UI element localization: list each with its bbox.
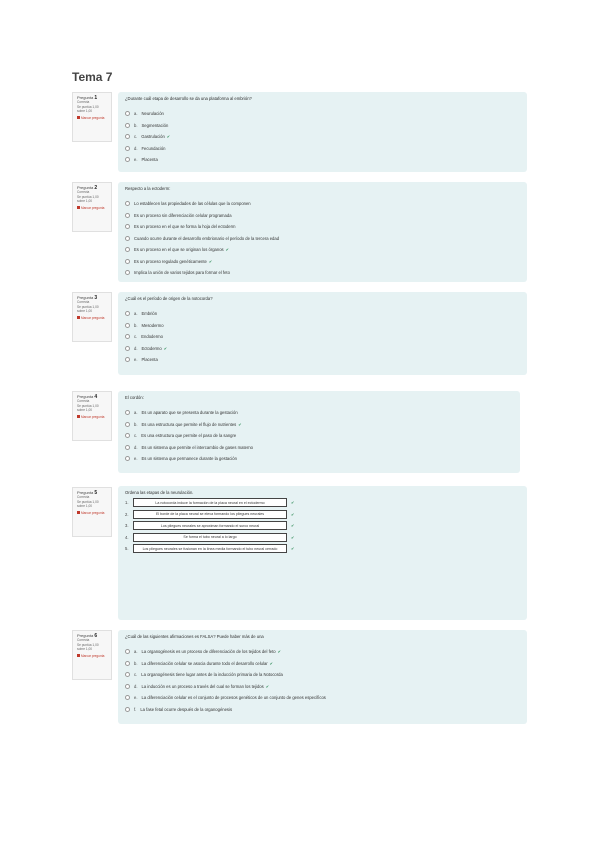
radio-icon[interactable] (125, 157, 130, 162)
question-box-2 (118, 182, 527, 282)
flag-question-link[interactable]: Marcar pregunta (77, 116, 107, 120)
check-icon: ✔ (291, 500, 295, 506)
checkbox-icon[interactable] (125, 684, 130, 689)
question-score: Se puntúa 1,00 sobre 1,00 (77, 499, 99, 509)
checkbox-icon[interactable] (125, 672, 130, 677)
answer-option[interactable]: Es un proceso en el que se originan los órganos ✔ (125, 244, 520, 256)
check-icon: ✔ (269, 660, 274, 666)
check-icon: ✔ (277, 649, 282, 655)
check-icon: ✔ (291, 523, 295, 529)
question-status: Correcta (77, 300, 90, 305)
drag-box[interactable]: La notocorda induce la formación de la placa neural en el ectodermo (133, 498, 287, 507)
check-icon: ✔ (208, 258, 213, 264)
answer-option[interactable]: e. La diferenciación celular es el conjunto de procesos genéticos de un conjunto de genes específicos (125, 692, 520, 704)
checkbox-icon[interactable] (125, 247, 130, 252)
answer-option[interactable]: Implica la unión de varios tejidos para formar el feto (125, 267, 520, 279)
radio-icon[interactable] (125, 445, 130, 450)
radio-icon[interactable] (125, 111, 130, 116)
answer-option[interactable]: f. La fase fetal ocurre después de la organogénesis (125, 704, 520, 716)
radio-icon[interactable] (125, 334, 130, 339)
answer-option[interactable]: Lo establecen las propiedades de las células que la componen (125, 198, 520, 210)
flag-icon (77, 206, 80, 209)
question-number: Pregunta 6 (77, 633, 98, 639)
question-status: Correcta (77, 399, 90, 404)
radio-icon[interactable] (125, 134, 130, 139)
answer-option[interactable]: c. Es una estructura que permite el paso de la sangre (125, 430, 513, 442)
question-box-1 (118, 92, 527, 172)
checkbox-icon[interactable] (125, 201, 130, 206)
check-icon: ✔ (291, 546, 295, 552)
question-info-3 (72, 292, 112, 342)
ordering-item[interactable]: 2. El borde de la placa neural se eleva formando los pliegues neurales ✔ (125, 511, 295, 517)
flag-icon (77, 654, 80, 657)
question-number: Pregunta 2 (77, 185, 98, 191)
question-status: Correcta (77, 190, 90, 195)
answer-option[interactable]: e. Es un sistema que permanece durante la gestación (125, 453, 513, 465)
radio-icon[interactable] (125, 433, 130, 438)
checkbox-icon[interactable] (125, 259, 130, 264)
answer-option[interactable]: d. La inducción es un proceso a través del cual se forman los tejidos ✔ (125, 681, 520, 693)
drag-box[interactable]: Se forma el tubo neural a lo largo (133, 533, 287, 542)
question-status: Correcta (77, 638, 90, 643)
answer-option[interactable]: d. Fecundación (125, 143, 520, 155)
ordering-item[interactable]: 4. Se forma el tubo neural a lo largo ✔ (125, 534, 295, 540)
check-icon: ✔ (291, 511, 295, 517)
answer-option[interactable]: e. Placenta (125, 154, 520, 166)
checkbox-icon[interactable] (125, 661, 130, 666)
flag-icon (77, 116, 80, 119)
drag-box[interactable]: Los pliegues neurales se aproximan formando el surco neural (133, 521, 287, 530)
answer-option[interactable]: c. La organogénesis tiene lugar antes de la inducción primaria de la Notocorda (125, 669, 520, 681)
flag-question-link[interactable]: Marcar pregunta (77, 654, 107, 658)
question-score: Se puntúa 1,00 sobre 1,00 (77, 104, 99, 114)
drag-box[interactable]: El borde de la placa neural se eleva formando los pliegues neurales (133, 510, 287, 519)
answer-option[interactable]: a. Es un aparato que se presenta durante la gestación (125, 407, 513, 419)
answer-option[interactable]: c. Gastrulación ✔ (125, 131, 520, 143)
check-icon: ✔ (265, 683, 270, 689)
ordering-item[interactable]: 3. Los pliegues neurales se aproximan formando el surco neural ✔ (125, 523, 295, 529)
checkbox-icon[interactable] (125, 213, 130, 218)
radio-icon[interactable] (125, 323, 130, 328)
question-status: Correcta (77, 100, 90, 105)
flag-icon (77, 511, 80, 514)
flag-question-link[interactable]: Marcar pregunta (77, 206, 107, 210)
ordering-item[interactable]: 1. La notocorda induce la formación de la placa neural en el ectodermo ✔ (125, 500, 295, 506)
checkbox-icon[interactable] (125, 236, 130, 241)
check-icon: ✔ (163, 345, 168, 351)
answer-option[interactable]: b. La diferenciación celular se asocia durante todo el desarrollo celular ✔ (125, 658, 520, 670)
ordering-item[interactable]: 5. Los pliegues neurales se fusionan en la línea media formando el tubo neural cerrado ✔ (125, 546, 295, 552)
question-text: El cordón: (125, 395, 144, 400)
answer-option[interactable]: Es un proceso regulado genéticamente ✔ (125, 256, 520, 268)
checkbox-icon[interactable] (125, 270, 130, 275)
question-score: Se puntúa 1,00 sobre 1,00 (77, 194, 99, 204)
answer-option[interactable]: e. Placenta (125, 354, 520, 366)
question-number: Pregunta 3 (77, 295, 98, 301)
flag-question-link[interactable]: Marcar pregunta (77, 511, 107, 515)
flag-question-link[interactable]: Marcar pregunta (77, 316, 107, 320)
question-text: ¿Durante cuál etapa de desarrollo se da una plataforma al embrión? (125, 96, 252, 101)
answer-option[interactable]: d. Es un sistema que permite el intercambio de gases materno (125, 442, 513, 454)
question-score: Se puntúa 1,00 sobre 1,00 (77, 304, 99, 314)
drag-box[interactable]: Los pliegues neurales se fusionan en la línea media formando el tubo neural cerrado (133, 544, 287, 553)
question-info-4 (72, 391, 112, 441)
question-info-2 (72, 182, 112, 232)
checkbox-icon[interactable] (125, 707, 130, 712)
check-icon: ✔ (238, 421, 242, 427)
answer-option[interactable]: b. Mesodermo (125, 320, 520, 332)
flag-question-link[interactable]: Marcar pregunta (77, 415, 107, 419)
radio-icon[interactable] (125, 346, 130, 351)
radio-icon[interactable] (125, 410, 130, 415)
question-text: ¿Cuál de las siguientes afirmaciones es FALSA? Puede haber más de una (125, 634, 264, 639)
radio-icon[interactable] (125, 146, 130, 151)
answer-option[interactable]: a. Embrión (125, 308, 520, 320)
answer-option[interactable]: b. Es una estructura que permite el flujo de nutrientes ✔ (125, 419, 513, 431)
flag-icon (77, 316, 80, 319)
answer-option[interactable]: d. Ectodermo ✔ (125, 343, 520, 355)
answer-option[interactable]: Es un proceso en el que se forma la hoja del ectoderm (125, 221, 520, 233)
answer-option[interactable]: c. Endodermo (125, 331, 520, 343)
question-box-6 (118, 630, 527, 724)
question-box-3 (118, 292, 527, 375)
question-info-1 (72, 92, 112, 142)
radio-icon[interactable] (125, 123, 130, 128)
answer-option[interactable]: a. La organogénesis es un proceso de diferenciación de los tejidos del feto ✔ (125, 646, 520, 658)
question-score: Se puntúa 1,00 sobre 1,00 (77, 642, 99, 652)
question-info-5 (72, 487, 112, 537)
radio-icon[interactable] (125, 422, 130, 427)
flag-icon (77, 415, 80, 418)
question-info-6 (72, 630, 112, 680)
page-title: Tema 7 (72, 70, 113, 84)
question-score: Se puntúa 1,00 sobre 1,00 (77, 403, 99, 413)
check-icon: ✔ (225, 247, 230, 253)
radio-icon[interactable] (125, 456, 130, 461)
check-icon: ✔ (291, 534, 295, 540)
checkbox-icon[interactable] (125, 224, 130, 229)
question-box-5 (118, 486, 527, 620)
question-text: Ordena las etapas de la neurulación. (125, 490, 194, 495)
question-number: Pregunta 5 (77, 490, 98, 496)
answer-option[interactable]: Es un proceso sin diferenciación celular programada (125, 210, 520, 222)
question-number: Pregunta 1 (77, 95, 98, 101)
answer-option[interactable]: b. Segmentación (125, 120, 520, 132)
check-icon: ✔ (166, 134, 171, 140)
question-text: Respecto a la ectoderm: (125, 186, 171, 191)
radio-icon[interactable] (125, 311, 130, 316)
answer-option[interactable]: a. Neurulación (125, 108, 520, 120)
answer-option[interactable]: Cuando ocurre durante el desarrollo embrionario el período de la tercera edad (125, 233, 520, 245)
question-number: Pregunta 4 (77, 394, 98, 400)
radio-icon[interactable] (125, 357, 130, 362)
question-text: ¿Cuál es el período de origen de la notocorda? (125, 296, 213, 301)
checkbox-icon[interactable] (125, 649, 130, 654)
checkbox-icon[interactable] (125, 695, 130, 700)
question-box-4 (118, 391, 520, 473)
question-status: Correcta (77, 495, 90, 500)
